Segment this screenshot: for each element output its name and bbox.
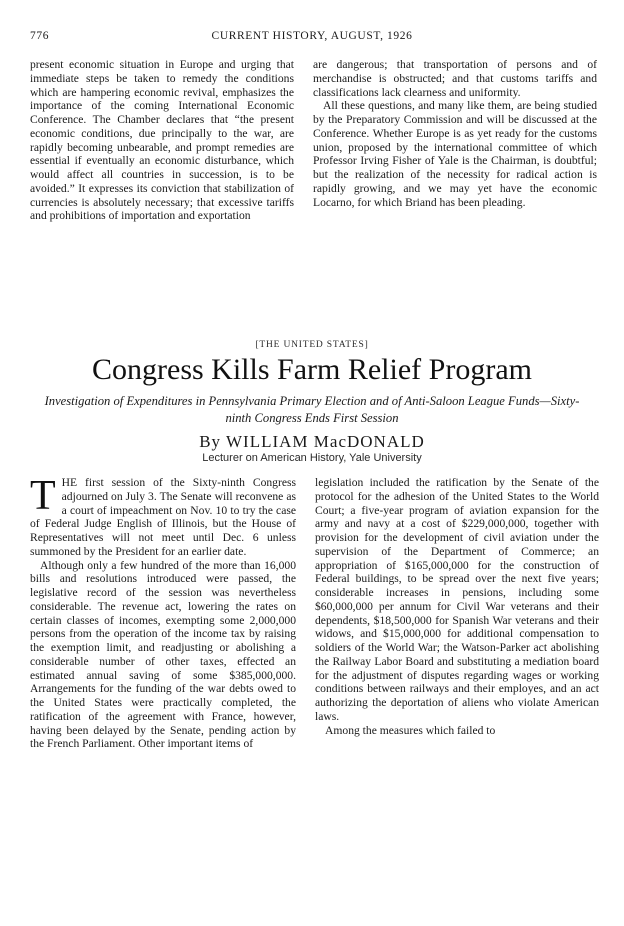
paragraph: present economic situation in Europe and urging that immediate steps be taken to remedy the conditions which are hampering economic revival, emphasizes the importance of the coming International Economic Conference. The Chamber declares that “the present economic conditions, due principally to the war, are rapidly becoming unbearable, and prompt remedies are essential if eventually an economic disturbance, which would affect all countries in succession, is to be avoided.” It expresses its conviction that stabilization of currencies is absolutely necessary; that excessive tariffs and prohibitions of importation and exportation bbox=[30, 58, 294, 223]
paragraph-text: HE first session of the Sixty-ninth Congress adjourned on July 3. The Senate will reconvene as a court of impeachment on Nov. 10 to try the case of Federal Judge English of Illinois, but the House of Representatives will not meet until Dec. 6 unless summoned by the President for an earlier date. bbox=[30, 476, 296, 558]
author-affiliation: Lecturer on American History, Yale University bbox=[202, 452, 422, 464]
running-title: CURRENT HISTORY, AUGUST, 1926 bbox=[211, 30, 413, 42]
article-left-column bbox=[30, 473, 296, 751]
page-number: 776 bbox=[30, 30, 50, 42]
paragraph bbox=[30, 473, 296, 559]
paragraph: are dangerous; that transportation of persons and of merchandise is obstructed; and that customs tariffs and classifications lack clearness and uniformity. bbox=[313, 58, 597, 99]
article-right-column bbox=[315, 476, 599, 737]
byline: By WILLIAM MacDONALD bbox=[199, 432, 425, 451]
top-right-column bbox=[313, 58, 597, 209]
section-label: [THE UNITED STATES] bbox=[255, 340, 369, 350]
paragraph: Among the measures which failed to bbox=[325, 723, 496, 737]
article-deck: Investigation of Expenditures in Pennsylvania Primary Election and of Anti-Saloon League Funds—Sixty-ninth Congress Ends First Session bbox=[44, 394, 580, 425]
running-header bbox=[30, 30, 594, 46]
article-headline: Congress Kills Farm Relief Program bbox=[92, 353, 532, 386]
paragraph: All these questions, and many like them, are being studied by the Preparatory Commission and will be discussed at the Conference. Whether Europe is as yet ready for the customs union, proposed by the international committee of which Professor Irving Fisher of Yale is the Chairman, is doubtful; but the realization of the necessity for radical action is rapidly growing, and we may yet have the economic Locarno, for which Briand has been pleading. bbox=[313, 99, 597, 209]
paragraph: legislation included the ratification by the Senate of the protocol for the adhesion of the United States to the World Court; a five-year program of aviation expansion for the army and navy at a cost of $229,000,000, together with provision for the development of civil aviation under the supervision of the Department of Commerce; an appropriation of $165,000,000 for the construction of Federal buildings, to be spread over the next five years; considerable increases in pensions, including some $60,000,000 per annum for Civil War veterans and their dependents, $18,500,000 for Spanish War veterans and their widows, and $15,000,000 for additional compensation to soldiers of the World War; the Watson-Parker act abolishing the Railway Labor Board and substituting a mediation board for the adjustment of disputes regarding wages or working conditions between railways and their employes, and an act authorizing the deportation of aliens who violate American laws. bbox=[315, 476, 599, 723]
top-left-column bbox=[30, 58, 294, 223]
paragraph: Although only a few hundred of the more than 16,000 bills and resolutions introduced were passed, the legislative record of the session was nevertheless considerable. The revenue act, lowering the rates on certain classes of incomes, exempting some 2,000,000 persons from the operation of the income tax by raising the exemption limit, and readjusting or abolishing a considerable number of other taxes, effected an estimated annual saving of some $385,000,000. Arrangements for the funding of the war debts owed to the United States were practically completed, the ratification of the agreement with France, however, having been delayed by the Senate, pending action by the French Parliament. Other important items of bbox=[30, 558, 296, 751]
drop-cap: T bbox=[30, 473, 56, 519]
